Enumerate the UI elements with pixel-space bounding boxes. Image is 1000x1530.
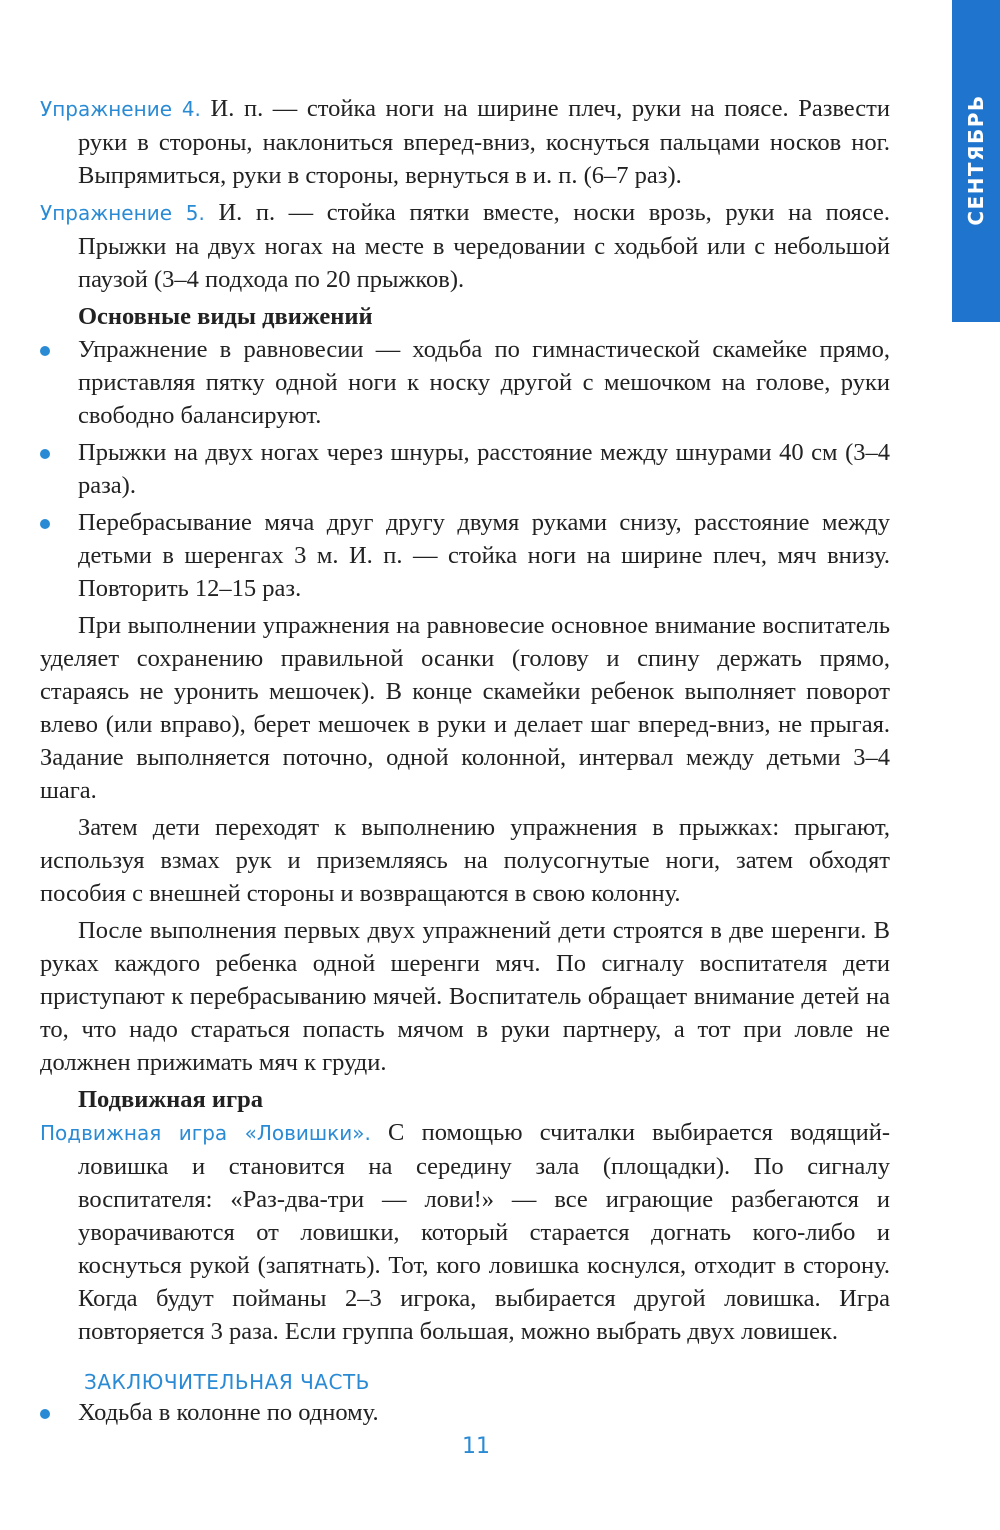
list-item [40,333,890,432]
bullet-icon [40,346,50,356]
game-description [40,1116,890,1348]
page-number: 11 [462,1434,490,1459]
exercise-4 [40,92,890,192]
bullet-icon [40,1409,50,1419]
list-item [40,1396,890,1429]
body-paragraph: После выполнения первых двух упражнений дети строятся в две шеренги. В руках каждого ребенка одной шеренги мяч. По сигналу воспитателя дети приступают к перебрасыванию мячей. Воспитатель обращает внимание детей на то, что надо стараться попасть мячом в руки партнеру, а тот при ловле не должнен прижимать мяч к груди. [40,917,890,1076]
game-text: С помощью считалки выбирается водящий-ловишка и становится на середину зала (площадки). По сигналу воспитателя: «Раз-два-три — лови!» — все играющие разбегаются и уворачиваются от ловишки, который старается догнать кого-либо и коснуться рукой (запятнать). Тот, кого ловишка коснулся, отходит в сторону. Когда будут пойманы 2–3 игрока, выбирается другой ловишка. Игра повторяется 3 раза. Если группа большая, можно выбрать двух ловишек. [78,1119,890,1345]
exercise-text: И. п. — стойка ноги на ширине плеч, руки на поясе. Развести руки в стороны, наклониться вперед-вниз, коснуться пальцами носков ног. Выпрямиться, руки в стороны, вернуться в и. п. (6–7 раз). [78,95,890,189]
main-movements-heading: Основные виды движений [78,303,373,330]
body-paragraph: Затем дети переходят к выполнению упражнения в прыжках: прыгают, используя взмах рук и приземляясь на полусогнутые ноги, затем обходят пособия с внешней стороны и возвращаются в свою колонну. [40,814,890,907]
list-item [40,436,890,502]
exercise-label: Упражнение 5. [40,201,205,225]
final-part-heading: ЗАКЛЮЧИТЕЛЬНАЯ ЧАСТЬ [84,1370,370,1394]
month-side-tab [952,0,1000,322]
list-item-text: Перебрасывание мяча друг другу двумя руками снизу, расстояние между детьми в шеренгах 3 м. И. п. — стойка ноги на ширине плеч, мяч внизу. Повторить 12–15 раз. [78,509,890,602]
list-item-text: Прыжки на двух ногах через шнуры, расстояние между шнурами 40 см (3–4 раза). [78,439,890,499]
list-item-text: Ходьба в колонне по одному. [78,1399,379,1426]
exercise-label: Упражнение 4. [40,97,201,121]
body-paragraph: При выполнении упражнения на равновесие основное внимание воспитатель уделяет сохранению правильной осанки (голову и спину держать прямо, стараясь не уронить мешочек). В конце скамейки ребенок выполняет поворот влево (или вправо), берет мешочек в руки и делает шаг вперед-вниз, не прыгая. Задание выполняется поточно, одной колонной, интервал между детьми 3–4 шага. [40,612,890,804]
list-item-text: Упражнение в равновесии — ходьба по гимнастической скамейке прямо, приставляя пятку одной ноги к носку другой с мешочком на голове, руки свободно балансируют. [78,336,890,429]
exercise-text: И. п. — стойка пятки вместе, носки врозь, руки на поясе. Прыжки на двух ногах на месте в чередовании с ходьбой или с небольшой паузой (3–4 подхода по 20 прыжков). [78,199,890,293]
page-content [40,92,890,1433]
game-label: Подвижная игра «Ловишки». [40,1121,371,1145]
exercise-5 [40,196,890,296]
bullet-icon [40,449,50,459]
bullet-icon [40,519,50,529]
month-label: СЕНТЯБРЬ [964,94,988,226]
game-heading: Подвижная игра [78,1086,263,1113]
list-item [40,506,890,605]
